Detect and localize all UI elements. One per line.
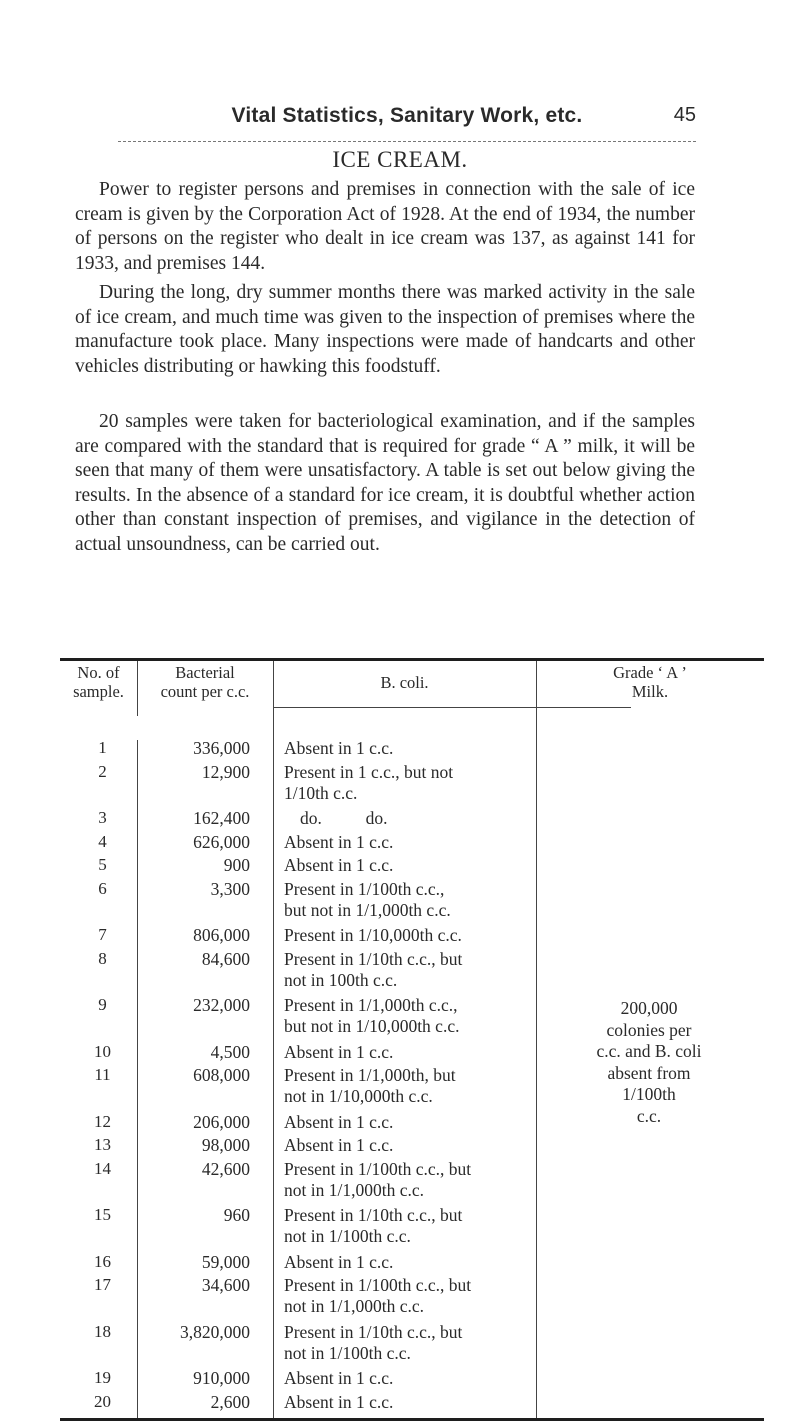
sample-no: 9 [98,995,107,1014]
sample-no: 13 [94,1135,111,1154]
b-coli-result: Present in 1/1,000th c.c., but not in 1/10,000th c.c. [284,995,460,1036]
sample-no: 17 [94,1275,111,1294]
header-b-coli: B. coli. [380,673,429,692]
sample-no: 14 [94,1158,111,1178]
grade-a-standard-note: 200,000 colonies per c.c. and B. coli absent from 1/100th c.c. [596,998,702,1126]
header-rule [118,141,696,142]
b-coli-result: Absent in 1 c.c. [284,1251,394,1272]
sample-no: 4 [98,831,107,851]
b-coli-result: Present in 1/100th c.c., but not in 1/1,000th c.c. [284,1275,472,1316]
bacterial-count: 4,500 [210,1041,250,1062]
running-head [118,104,696,136]
bacterial-count: 232,000 [193,995,250,1015]
sample-no: 6 [98,878,107,898]
column-divider [273,661,274,1418]
sample-no: 11 [94,1065,111,1084]
header-bacterial-count: Bacterial count per c.c. [160,663,250,701]
bacterial-count: 2,600 [210,1391,250,1412]
sample-no: 3 [98,808,107,827]
bacterial-count: 910,000 [193,1368,250,1388]
bacterial-count: 3,820,000 [180,1321,250,1342]
sample-no: 15 [94,1205,111,1224]
bacterial-count: 336,000 [193,738,250,758]
bacterial-count: 900 [223,855,250,875]
bacterial-count: 59,000 [201,1251,250,1272]
section-title: ICE CREAM. [332,147,468,172]
bacterial-count: 84,600 [201,948,250,969]
sample-no: 12 [94,1111,111,1131]
b-coli-result: Present in 1/100th c.c., but not in 1/1,000th c.c. [284,1158,472,1200]
b-coli-result: Absent in 1 c.c. [284,1135,394,1155]
bacterial-count: 42,600 [201,1158,250,1179]
b-coli-result: Absent in 1 c.c. [284,855,394,875]
b-coli-result: Present in 1/10th c.c., but not in 1/100th c.c. [284,1321,463,1363]
bacterial-count: 34,600 [201,1275,250,1295]
b-coli-result: Present in 1/10th c.c., but not in 100th c.c. [284,948,463,990]
b-coli-result: Absent in 1 c.c. [284,1041,394,1062]
bacterial-count: 98,000 [201,1135,250,1155]
bacterial-count: 3,300 [210,878,250,899]
bacterial-count: 806,000 [193,925,250,945]
sample-no: 7 [98,925,107,944]
b-coli-result: Absent in 1 c.c. [284,1368,394,1388]
bacterial-count: 608,000 [193,1065,250,1085]
page-number: 45 [673,104,696,126]
header-sample-no: No. of sample. [73,663,124,701]
sample-no: 18 [94,1321,111,1341]
sample-no: 10 [94,1041,111,1061]
sample-no: 2 [98,761,107,781]
running-title: Vital Statistics, Sanitary Work, etc. [231,104,583,127]
b-coli-result: Absent in 1 c.c. [284,1391,394,1412]
paragraph-registration: Power to register persons and premises in connection with the sale of ice cream is given by the Corporation Act of 1928. At the end of 1934, the number of persons on the register who dealt in ice cream was 137, as against 141 for 1933, and premises 144. [75,179,695,274]
sample-no: 19 [94,1368,111,1387]
sample-no: 5 [98,855,107,874]
header-underline [273,707,631,708]
header-grade-a-milk: Grade ‘ A ’ Milk. [613,663,687,701]
sample-no: 1 [98,738,107,757]
b-coli-result: Present in 1/100th c.c., but not in 1/1,000th c.c. [284,878,451,920]
b-coli-result: Present in 1 c.c., but not 1/10th c.c. [284,761,454,803]
b-coli-result: Absent in 1 c.c. [284,831,394,852]
bacterial-count: 626,000 [193,831,250,852]
paragraph-samples: 20 samples were taken for bacteriological examination, and if the samples are compared with the standard that is required for grade “ A ” milk, it will be seen that many of them were unsatisfactory. A table is set out below giving the results. In the absence of a standard for ice cream, it is doubtful whether action other than constant inspection of premises, and vigilance in the detection of actual unsoundness, can be carried out. [75,411,695,555]
b-coli-result: Present in 1/10th c.c., but not in 1/100th c.c. [284,1205,463,1246]
bacterial-count: 960 [223,1205,250,1225]
bacterial-count: 162,400 [193,808,250,828]
paragraph-inspections: During the long, dry summer months there was marked activity in the sale of ice cream, and much time was given to the inspection of premises where the manufacture took place. Many inspections were made of handcarts and other vehicles distributing or hawking this foodstuff. [75,282,695,377]
sample-no: 20 [94,1391,111,1411]
sample-no: 8 [98,948,107,968]
sample-no: 16 [94,1251,111,1271]
bacterial-count: 12,900 [201,761,250,782]
table-top-rule [60,658,764,661]
b-coli-result: Absent in 1 c.c. [284,1111,394,1132]
results-table [60,658,764,1412]
b-coli-result: Present in 1/1,000th, but not in 1/10,000th c.c. [284,1065,456,1106]
b-coli-result: Present in 1/10,000th c.c. [284,925,462,945]
b-coli-result: Absent in 1 c.c. [284,738,394,758]
b-coli-result: do. do. [300,808,388,828]
bacterial-count: 206,000 [193,1111,250,1132]
